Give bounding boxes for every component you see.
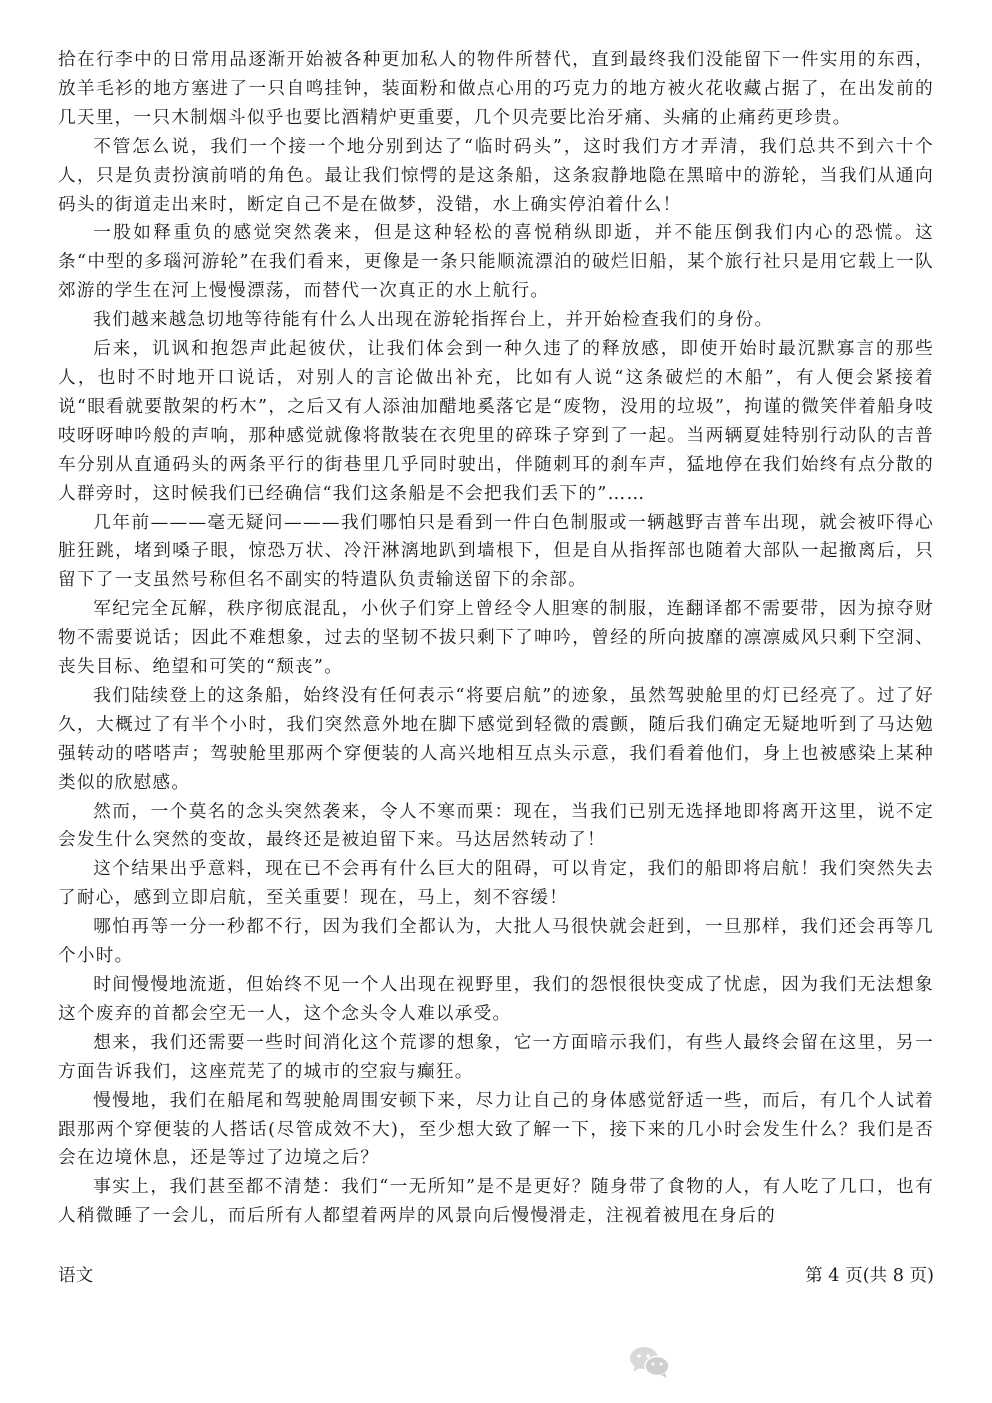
paragraph: 想来，我们还需要一些时间消化这个荒谬的想象，它一方面暗示我们，有些人最终会留在这里，另一方面告诉我们，这座荒芜了的城市的空寂与癫狂。 — [58, 1032, 934, 1082]
page-footer — [58, 1264, 934, 1288]
paragraph: 然而，一个莫名的念头突然袭来，令人不寒而栗：现在，当我们已别无选择地即将离开这里，说不定会发生什么突然的变故，最终还是被迫留下来。马达居然转动了！ — [58, 801, 934, 851]
paragraph: 时间慢慢地流逝，但始终不见一个人出现在视野里，我们的怨恨很快变成了忧虑，因为我们无法想象这个废弃的首都会空无一人，这个念头令人难以承受。 — [58, 975, 934, 1024]
footer-page-number: 第 4 页(共 8 页) — [805, 1266, 934, 1286]
paragraph: 几年前———毫无疑问———我们哪怕只是看到一件白色制服或一辆越野吉普车出现，就会被吓得心脏狂跳，堵到嗓子眼，惊恐万状、冷汗淋漓地趴到墙根下，但是自从指挥部也随着大部队一起撤离后，只留下了一支虽然号称但名不副实的特遣队负责输送留下的余部。 — [58, 512, 934, 591]
wechat-icon — [628, 1344, 672, 1380]
paragraph: 我们陆续登上的这条船，始终没有任何表示“将要启航”的迹象，虽然驾驶舱里的灯已经亮了。过了好久，大概过了有半个小时，我们突然意外地在脚下感觉到轻微的震颤，随后我们确定无疑地听到了马达勉强转动的嗒嗒声；驾驶舱里那两个穿便装的人高兴地相互点头示意，我们看着他们，身上也被感染上某种类似的欣慰感。 — [58, 685, 934, 793]
paragraph: 后来，讥讽和抱怨声此起彼伏，让我们体会到一种久违了的释放感，即使开始时最沉默寡言的那些人，也时不时地开口说话，对别人的言论做出补充，比如有人说“这条破烂的木船”，有人便会紧接着说“眼看就要散架的朽木”，之后又有人添油加醋地奚落它是“废物，没用的垃圾”，拘谨的微笑伴着船身吱吱呀呀呻吟般的声响，那种感觉就像将散装在衣兜里的碎珠子穿到了一起。当两辆夏娃特别行动队的吉普车分别从直通码头的两条平行的街巷里几乎同时驶出，伴随刺耳的刹车声，猛地停在我们始终有点分散的人群旁时，这时候我们已经确信“我们这条船是不会把我们丢下的”…… — [58, 339, 934, 504]
paragraph: 我们越来越急切地等待能有什么人出现在游轮指挥台上，并开始检查我们的身份。 — [93, 310, 774, 331]
article-text — [58, 46, 934, 1231]
paragraph: 这个结果出乎意料，现在已不会再有什么巨大的阻碍，可以肯定，我们的船即将启航！我们突然失去了耐心，感到立即启航，至关重要！现在，马上，刻不容缓！ — [58, 859, 934, 909]
paragraph: 慢慢地，我们在船尾和驾驶舱周围安顿下来，尽力让自己的身体感觉舒适一些，而后，有几个人试着跟那两个穿便装的人搭话(尽管成效不大)，至少想大致了解一下，接下来的几小时会发生什么？我们是否会在边境休息，还是等过了边境之后？ — [58, 1090, 934, 1169]
paragraph: 军纪完全瓦解，秩序彻底混乱，小伙子们穿上曾经令人胆寒的制服，连翻译都不需要带，因为掠夺财物不需要说话；因此不难想象，过去的坚韧不拔只剩下了呻吟，曾经的所向披靡的凛凛威风只剩下空洞、丧失目标、绝望和可笑的“颓丧”。 — [58, 599, 934, 678]
paragraph: 事实上，我们甚至都不清楚：我们“一无所知”是不是更好？随身带了食物的人，有人吃了几口，也有人稍微睡了一会儿，而后所有人都望着两岸的风景向后慢慢滑走，注视着被甩在身后的 — [58, 1177, 934, 1227]
paragraph: 哪怕再等一分一秒都不行，因为我们全都认为，大批人马很快就会赶到，一旦那样，我们还会再等几个小时。 — [58, 917, 934, 967]
paragraph: 一股如释重负的感觉突然袭来，但是这种轻松的喜悦稍纵即逝，并不能压倒我们内心的恐慌。这条“中型的多瑙河游轮”在我们看来，更像是一条只能顺流漂泊的破烂旧船，某个旅行社只是用它载上一队郊游的学生在河上慢慢漂荡，而替代一次真正的水上航行。 — [58, 223, 934, 302]
footer-subject: 语文 — [58, 1266, 94, 1286]
paragraph-continued: 拾在行李中的日常用品逐渐开始被各种更加私人的物件所替代，直到最终我们没能留下一件实用的东西，放羊毛衫的地方塞进了一只自鸣挂钟，装面粉和做点心用的巧克力的地方被火花收藏占据了，在出发前的几天里，一只木制烟斗似乎也要比酒精炉更重要，几个贝壳要比治牙痛、头痛的止痛药更珍贵。 — [58, 50, 934, 128]
paragraph: 不管怎么说，我们一个接一个地分别到达了“临时码头”，这时我们方才弄清，我们总共不到六十个人，只是负责扮演前哨的角色。最让我们惊愕的是这条船，这条寂静地隐在黑暗中的游轮，当我们从通向码头的街道走出来时，断定自己不是在做梦，没错，水上确实停泊着什么！ — [58, 136, 934, 215]
